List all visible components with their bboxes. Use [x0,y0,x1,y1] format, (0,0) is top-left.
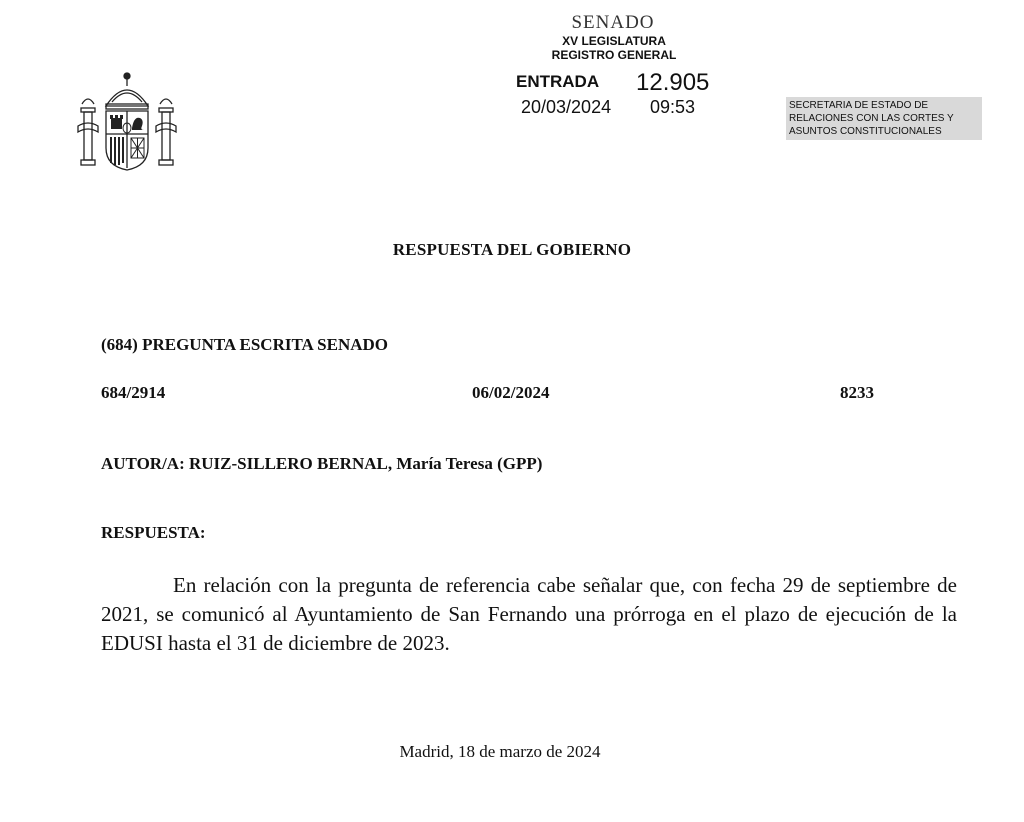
stamp-entry-number: 12.905 [636,69,710,96]
reference-number: 684/2914 [101,383,166,402]
stamp-time: 09:53 [650,97,696,117]
stamp-legislature-block [540,34,688,62]
stamp-entry-label: ENTRADA [516,72,600,91]
document-heading: RESPUESTA DEL GOBIERNO [392,240,632,259]
pregunta-title: (684) PREGUNTA ESCRITA SENADO [101,335,388,354]
stamp-registry: REGISTRO GENERAL [551,48,677,62]
reference-code: 8233 [840,383,874,402]
stamp-institution: SENADO [571,12,655,33]
spain-coat-of-arms-icon [76,70,178,174]
response-body: En relación con la pregunta de referencia cabe señalar que, con fecha 29 de septiembre de 2021, se comunicó al Ayuntamiento de San Fernando una prórroga en el plazo de ejecución de la EDUSI hasta el 31 de diciembre de 2023. [101,573,957,655]
signoff-date: Madrid, 18 de marzo de 2024 [399,742,601,761]
respuesta-label: RESPUESTA: [101,523,206,542]
secretaria-label: SECRETARIA DE ESTADO DE RELACIONES CON LAS CORTES Y ASUNTOS CONSTITUCIONALES [786,97,982,140]
reference-date: 06/02/2024 [472,383,550,402]
stamp-legislature: XV LEGISLATURA [562,34,666,48]
author-line: AUTOR/A: RUIZ-SILLERO BERNAL, María Teresa (GPP) [101,454,543,473]
stamp-date: 20/03/2024 [521,97,612,117]
